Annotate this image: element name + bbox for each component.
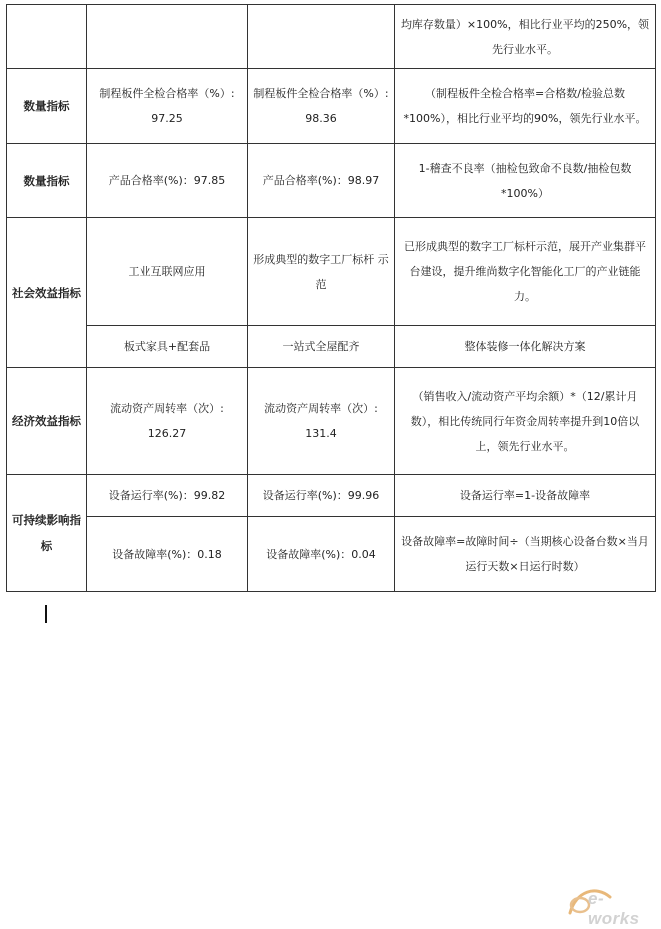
description-cell: 已形成典型的数字工厂标杆示范，展开产业集群平台建设，提升维尚数字化智能化工厂的产业链能力。	[395, 218, 656, 326]
description-cell: 均库存数量）×100%，相比行业平均的250%，领先行业水平。	[395, 5, 656, 69]
watermark-text: e-works	[588, 889, 640, 928]
value-cell: 工业互联网应用	[87, 218, 248, 326]
value-cell: 设备故障率(%)：0.18	[87, 517, 248, 592]
value-cell: 产品合格率(%)：98.97	[248, 144, 395, 218]
indicator-label-cell	[7, 5, 87, 69]
value-cell: 一站式全屋配齐	[248, 326, 395, 368]
value-cell: 设备运行率(%)：99.82	[87, 475, 248, 517]
table-row-economic	[7, 368, 656, 475]
table-row-social-2	[7, 326, 656, 368]
value-cell: 制程板件全检合格率（%）: 98.36	[248, 69, 395, 144]
indicator-table	[6, 4, 656, 592]
e-works-watermark	[566, 883, 652, 928]
table-row-sustainable-1	[7, 475, 656, 517]
indicator-label: 数量指标	[7, 69, 87, 144]
description-cell: 设备运行率=1-设备故障率	[395, 475, 656, 517]
description-cell: 整体装修一体化解决方案	[395, 326, 656, 368]
value-cell	[87, 5, 248, 69]
indicator-label: 社会效益指标	[7, 218, 87, 368]
table-row-quantity-1	[7, 69, 656, 144]
value-cell: 设备运行率(%)：99.96	[248, 475, 395, 517]
indicator-label: 可持续影响指标	[7, 475, 87, 592]
text-cursor[interactable]	[45, 605, 47, 623]
description-cell: （销售收入/流动资产平均余额）*（12/累计月数），相比传统同行年资金周转率提升到10倍以上，领先行业水平。	[395, 368, 656, 475]
value-cell: 流动资产周转率（次）: 131.4	[248, 368, 395, 475]
value-cell: 流动资产周转率（次）: 126.27	[87, 368, 248, 475]
table-row-quantity-2	[7, 144, 656, 218]
value-cell: 设备故障率(%)：0.04	[248, 517, 395, 592]
value-cell: 形成典型的数字工厂标杆 示范	[248, 218, 395, 326]
table-row-continued	[7, 5, 656, 69]
value-cell: 制程板件全检合格率（%）: 97.25	[87, 69, 248, 144]
description-cell: 设备故障率=故障时间÷（当期核心设备台数×当月运行天数×日运行时数）	[395, 517, 656, 592]
value-cell: 板式家具+配套品	[87, 326, 248, 368]
indicator-label: 数量指标	[7, 144, 87, 218]
description-cell: 1-稽查不良率（抽检包致命不良数/抽检包数*100%）	[395, 144, 656, 218]
table-row-sustainable-2	[7, 517, 656, 592]
indicator-label: 经济效益指标	[7, 368, 87, 475]
description-cell: （制程板件全检合格率=合格数/检验总数*100%），相比行业平均的90%，领先行业水平。	[395, 69, 656, 144]
value-cell: 产品合格率(%)：97.85	[87, 144, 248, 218]
table-row-social-1	[7, 218, 656, 326]
value-cell	[248, 5, 395, 69]
